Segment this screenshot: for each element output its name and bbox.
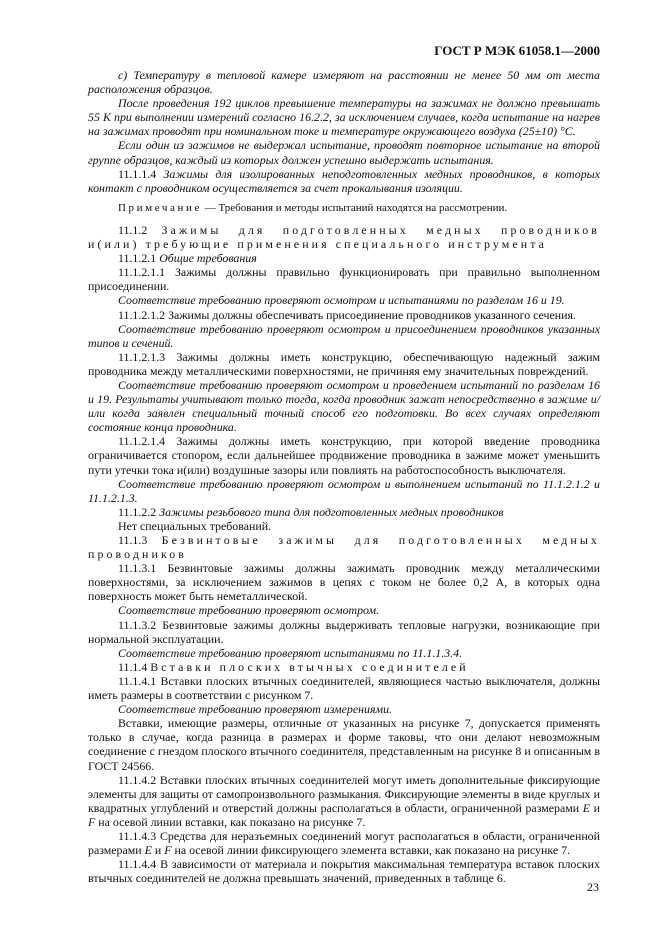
paragraph (88, 293, 600, 307)
spaced-heading-text: Зажимы для подготовленных медных проводников и(или) требующие применения специального инструмента (88, 222, 600, 252)
paragraph (88, 167, 600, 195)
paragraph (88, 378, 600, 434)
text: и (151, 843, 165, 858)
italic-text: Зажимы резьбового типа для подготовленных медных проводников (159, 504, 504, 519)
paragraph (88, 322, 600, 350)
paragraph (88, 702, 600, 716)
paragraph (88, 533, 600, 561)
paragraph (88, 519, 600, 533)
spaced-heading-text: Примечание (118, 201, 202, 214)
text: 11.1.2.2 (118, 504, 160, 519)
paragraph (88, 618, 600, 646)
text: 11.1.1.4 (118, 166, 164, 181)
paragraph (88, 138, 600, 166)
paragraph (88, 96, 600, 138)
text: 11.1.2.1.2 Зажимы должны обеспечивать присоединение проводников указанного сечения. (118, 307, 576, 322)
italic-text: Если один из зажимов не выдержал испытание, проводят повторное испытание на второй группе образцов, каждый из которых должен успешно выдержать испытания. (88, 138, 600, 167)
italic-text: Соответствие требованию проверяют измерениями. (118, 702, 393, 717)
document-body (88, 68, 600, 885)
text: Нет специальных требований. (118, 518, 272, 533)
italic-text: Зажимы для изолированных неподготовленных медных проводников, в которых контакт с проводником осуществляется за счет прокалывания изоляции. (88, 166, 600, 195)
text: — Требования и методы испытаний находятся на рассмотрении. (201, 201, 508, 214)
text: 11.1.3.1 Безвинтовые зажимы должны зажимать проводник между металлическими поверхностями, за исключением зажимов в цепях с током не более 0,2 А, в которых одна поверхность может быть неметаллической. (88, 561, 600, 604)
paragraph (88, 251, 600, 265)
text: 11.1.2 (118, 222, 162, 237)
text: 11.1.4 (118, 659, 151, 674)
paragraph (88, 68, 600, 96)
paragraph (88, 350, 600, 378)
paragraph (88, 223, 600, 251)
text: 11.1.3 (118, 533, 162, 547)
text: 11.1.4.4 В зависимости от материала и покрытия максимальная температура вставок плоских втычных соединителей не должна превышать значений, приведенных в таблице 6. (88, 857, 600, 886)
italic-text: Соответствие требованию проверяют осмотром и выполнением испытаний по 11.1.2.1.2 и 11.1.2.1.3. (88, 476, 600, 505)
paragraph (88, 265, 600, 293)
spaced-heading-text: Безвинтовые зажимы для подготовленных медных проводников (88, 533, 600, 562)
paragraph (88, 857, 600, 885)
text: 11.1.2.1 (118, 251, 160, 266)
text: и (590, 800, 600, 815)
italic-text: F (164, 843, 172, 858)
paragraph (88, 505, 600, 519)
paragraph (88, 674, 600, 702)
italic-text: Соответствие требованию проверяют осмотром и присоединением проводников указанных типов и сечений. (88, 321, 600, 350)
italic-text: Соответствие требованию проверяют осмотром и проведением испытаний по разделам 16 и 19. Результаты учитывают только тогда, когда проводник зажат непосредственно в зажиме и/или когда заявлен специальный точный способ его подготовки. Во всех случаях определяют состояние конца проводника. (88, 377, 600, 435)
document-header: ГОСТ Р МЭК 61058.1—2000 (434, 43, 600, 58)
text: 11.1.2.1.3 Зажимы должны иметь конструкцию, обеспечивающую надежный зажим проводника между металлическими поверхностями, не причиняя ему значительных повреждений. (88, 349, 600, 378)
italic-text: E (582, 800, 591, 815)
italic-text: Соответствие требованию проверяют осмотром. (118, 603, 380, 618)
paragraph (88, 308, 600, 322)
note-paragraph (88, 201, 600, 215)
italic-text: Соответствие требованию проверяют испытаниями по 11.1.1.3.4. (118, 645, 463, 660)
paragraph (88, 646, 600, 660)
italic-text: Общие требования (159, 251, 257, 266)
page-number: 23 (587, 880, 599, 894)
spaced-heading-text: Вставки плоских втычных соединителей (150, 659, 469, 674)
text: 11.1.4.1 Вставки плоских втычных соединителей, являющиеся частью выключателя, должны иметь размеры в соответствии с рисунком 7. (88, 673, 600, 703)
paragraph (88, 603, 600, 617)
paragraph (88, 477, 600, 505)
text: 11.1.3.2 Безвинтовые зажимы должны выдерживать тепловые нагрузки, возникающие при нормальной эксплуатации. (88, 617, 600, 646)
paragraph (88, 660, 600, 674)
italic-text: После проведения 192 циклов превышение температуры на зажимах не должно превышать 55 К при выполнении измерений согласно 16.2.2, за исключением случаев, когда испытание на нагрев на зажимах проводят при номинальном токе и температуре окружающего воздуха (25±10) °С. (88, 96, 600, 139)
paragraph (88, 434, 600, 476)
italic-text: c) Температуру в тепловой камере измеряют на расстоянии не менее 50 мм от места расположения образцов. (88, 68, 600, 97)
italic-text: E (144, 843, 152, 858)
text: 11.1.2.1.4 Зажимы должны иметь конструкцию, при которой введение проводника ограничивается стопором, если дальнейшее продвижение проводника в зажиме может уменьшить пути утечки тока и(или) воздушные зазоры или повлиять на работоспособность выключателя. (88, 434, 600, 477)
text: 11.1.4.2 Вставки плоских втычных соединителей могут иметь дополнительные фиксирующие элементы для защиты от самопроизвольного размыкания. Фиксирующие элементы в виде круглых и квадратных углублений и отверстий должны располагаться в области, ограниченной размерами (88, 772, 600, 815)
paragraph (88, 716, 600, 772)
text: на осевой линии вставки, как показано на рисунке 7. (95, 814, 366, 829)
paragraph (88, 829, 600, 857)
italic-text: F (88, 814, 96, 829)
text: 11.1.2.1.1 Зажимы должны правильно функционировать при правильно выполненном присоединении. (88, 265, 600, 294)
paragraph (88, 773, 600, 829)
text: на осевой линии фиксирующего элемента вставки, как показано на рисунке 7. (171, 843, 570, 858)
text: Вставки, имеющие размеры, отличные от указанных на рисунке 7, допускается применять только в случае, когда разница в размерах и форме таковы, что они делают невозможным соединение с гнездом плоского втычного соединителя, представленным на рисунке 8 и описанным в ГОСТ 24566. (88, 716, 600, 773)
italic-text: Соответствие требованию проверяют осмотром и испытаниями по разделам 16 и 19. (118, 293, 565, 308)
paragraph (88, 561, 600, 603)
text: 11.1.4.3 Средства для неразъемных соединений могут располагаться в области, ограниченной размерами (88, 828, 600, 858)
